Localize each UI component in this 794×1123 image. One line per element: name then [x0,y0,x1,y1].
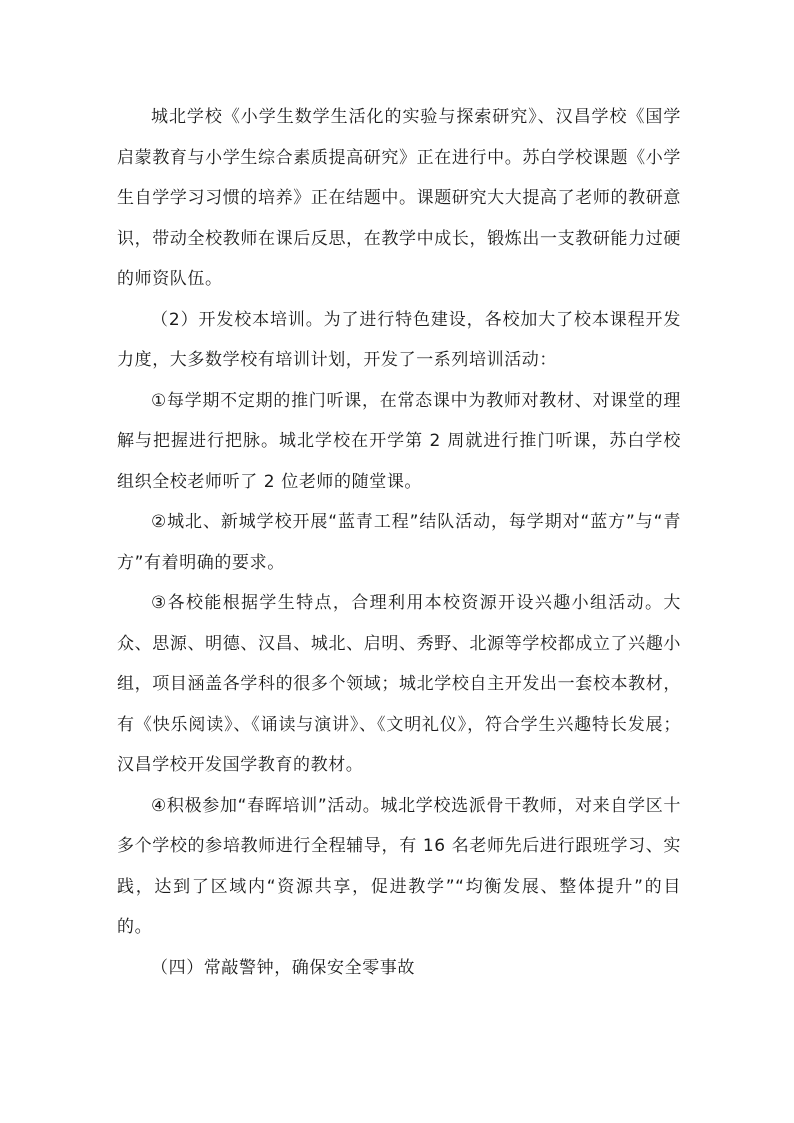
paragraph-school-training: （2）开发校本培训。为了进行特色建设，各校加大了校本课程开发力度，大多数学校有培训计划，开发了一系列培训活动： [117,309,681,370]
paragraph-item-4-spring-training: ④积极参加“春晖培训”活动。城北学校选派骨干教师，对来自学区十多个学校的参培教师进行全程辅导，有 16 名老师先后进行跟班学习、实践，达到了区域内“资源共享，促进教学”“均衡发展、整体提升”的目的。 [117,795,681,937]
document-body [117,97,681,988]
paragraph-research-projects: 城北学校《小学生数学生活化的实验与探索研究》、汉昌学校《国学启蒙教育与小学生综合素质提高研究》正在进行中。苏白学校课题《小学生自学学习习惯的培养》正在结题中。课题研究大大提高了老师的教研意识，带动全校教师在课后反思，在教学中成长，锻炼出一支教研能力过硬的师资队伍。 [117,107,681,289]
paragraph-item-3-interest-groups: ③各校能根据学生特点，合理利用本校资源开设兴趣小组活动。大众、思源、明德、汉昌、城北、启明、秀野、北源等学校都成立了兴趣小组，项目涵盖各学科的很多个领域；城北学校自主开发出一套校本教材，有《快乐阅读》、《诵读与演讲》、《文明礼仪》，符合学生兴趣特长发展；汉昌学校开发国学教育的教材。 [117,593,681,775]
paragraph-item-1-class-visits: ①每学期不定期的推门听课，在常态课中为教师对教材、对课堂的理解与把握进行把脉。城北学校在开学第 2 周就进行推门听课，苏白学校组织全校老师听了 2 位老师的随堂课。 [117,390,681,492]
paragraph-item-2-mentoring: ②城北、新城学校开展“蓝青工程”结队活动，每学期对“蓝方”与“青方”有着明确的要求。 [117,512,681,573]
section-heading-safety: （四）常敲警钟，确保安全零事故 [151,957,415,978]
